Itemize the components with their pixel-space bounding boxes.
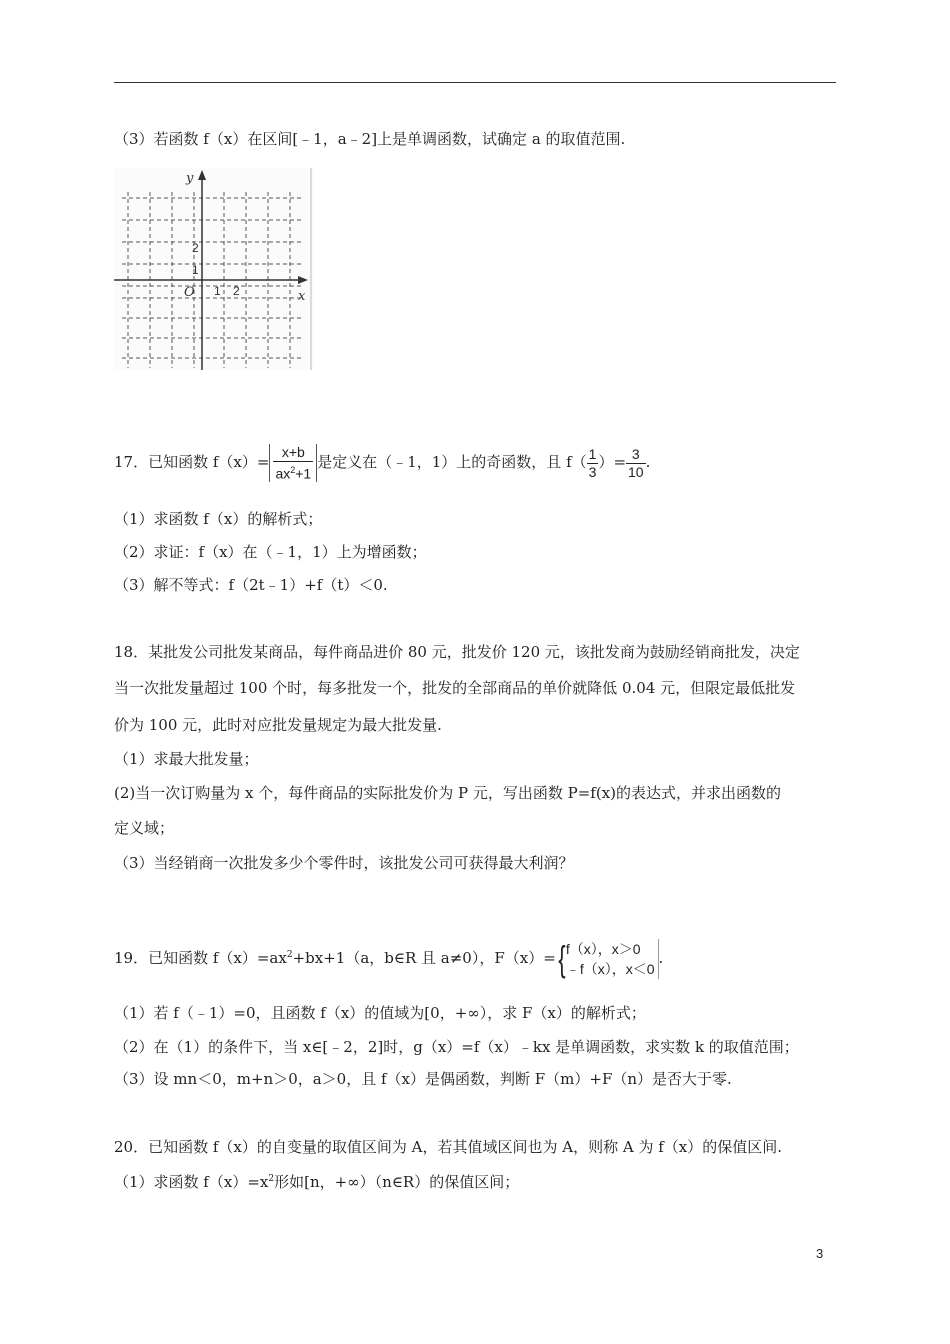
q19-part1: （1）若 f（﹣1）=0，且函数 f（x）的值域为[0，+∞），求 F（x）的解析式； (114, 1004, 646, 1022)
coordinate-grid-figure (114, 168, 314, 370)
q20-line1: 20．已知函数 f（x）的自变量的取值区间为 A，若其值域区间也为 A，则称 A 为 f（x）的保值区间. (114, 1138, 782, 1156)
y-tick-1: 1 (192, 263, 199, 277)
q18-line3: 价为 100 元，此时对应批发量规定为最大批发量. (114, 716, 442, 734)
q19-part3: （3）设 mn＜0，m+n＞0，a＞0，且 f（x）是偶函数，判断 F（m）+F（n）是否大于零. (114, 1070, 732, 1088)
q17-arg-fraction: $\frac{1}{3}$ (588, 445, 597, 480)
x-tick-1: 1 (214, 284, 221, 298)
q20-part1: （1）求函数 $f(x)=x^2$形如[n，+∞）（n∈R）的保值区间； (114, 1173, 520, 1191)
q17-fraction: $\frac{x+b}{ax^2+1}$ (269, 444, 317, 483)
q18-part1: （1）求最大批发量； (114, 750, 259, 768)
x-tick-2: 2 (233, 284, 240, 298)
q17-value-fraction: $\frac{3}{10}$ (628, 445, 644, 480)
q16-part3: （3）若函数 f（x）在区间[﹣1，a﹣2]上是单调函数，试确定 a 的取值范围. (114, 130, 626, 148)
q17-part2: （2）求证：f（x）在（﹣1，1）上为增函数； (114, 543, 427, 561)
q18-line2: 当一次批发量超过 100 个时，每多批发一个，批发的全部商品的单价就降低 0.04 元，但限定最低批发 (114, 679, 796, 697)
header-rule (114, 82, 836, 83)
q18-line1: 18．某批发公司批发某商品，每件商品进价 80 元，批发价 120 元，该批发商为鼓励经销商批发，决定 (114, 643, 800, 661)
q19-stem: 19．已知函数 $f(x)=ax^2+bx+1(a$，b∈R 且 a≠0），F（x）={ f（x），x＞0 ﹣f（x），x＜0 . (114, 938, 664, 979)
q19-part2: （2）在（1）的条件下，当 x∈[﹣2，2]时，g（x）=f（x）﹣kx 是单调函数，求实数 k 的取值范围； (114, 1038, 799, 1056)
q18-part2a: (2)当一次订购量为 x 个，每件商品的实际批发价为 P 元，写出函数 P=f(x)的表达式，并求出函数的 (114, 784, 782, 802)
origin-label: O (184, 285, 195, 300)
y-axis-label: y (186, 171, 194, 186)
q18-part2b: 定义域； (114, 819, 175, 837)
q17-stem: 17．已知函数 f（x）= $\frac{x+b}{ax^2+1}$ 是定义在（﹣1，1）上的奇函数，且 f（ $\frac{1}{3}$ ）= $\frac{3}{10}$ . (114, 443, 651, 482)
y-tick-2: 2 (192, 241, 199, 255)
q19-piecewise: { f（x），x＞0 ﹣f（x），x＜0 (556, 939, 659, 979)
q17-part1: （1）求函数 f（x）的解析式； (114, 510, 323, 528)
q18-part3: （3）当经销商一次批发多少个零件时，该批发公司可获得最大利润？ (114, 854, 574, 872)
q17-part3: （3）解不等式：f（2t﹣1）+f（t）＜0. (114, 576, 388, 594)
page-number: 3 (816, 1246, 824, 1261)
x-axis-label: x (298, 289, 306, 304)
